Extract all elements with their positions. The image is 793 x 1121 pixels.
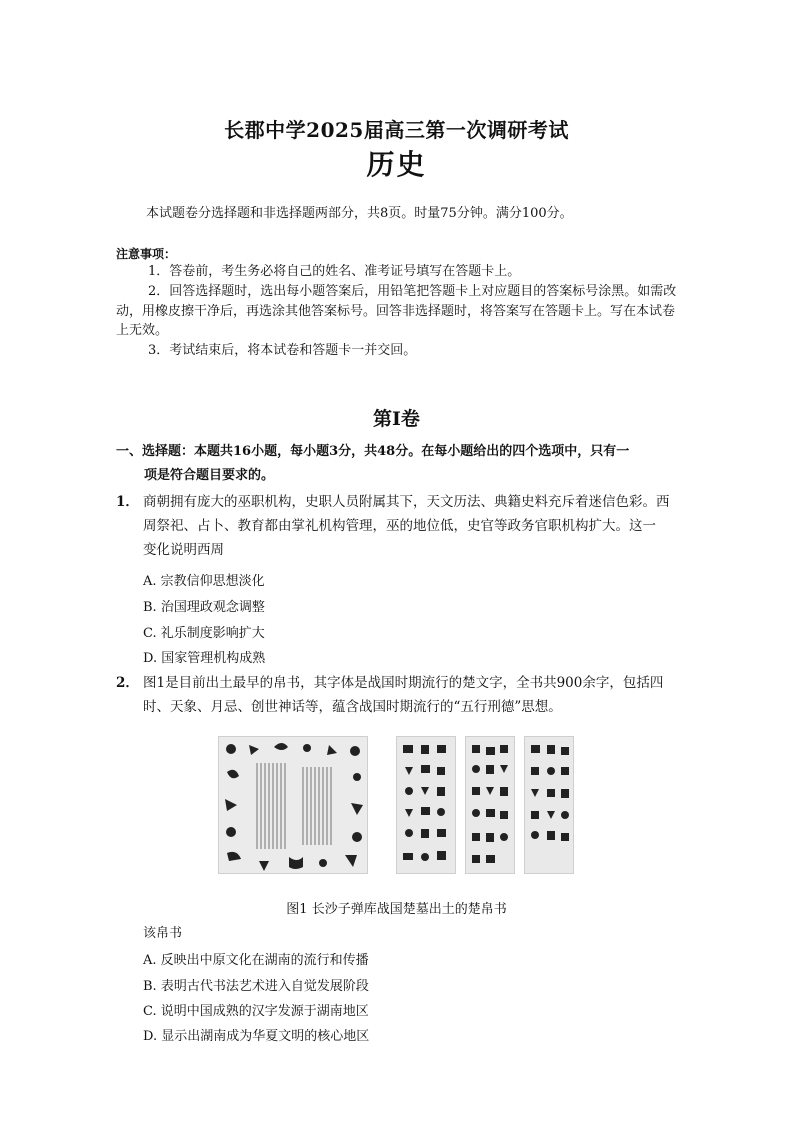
notice-heading: 注意事项：	[116, 247, 177, 261]
manuscript-detail-image	[465, 736, 515, 874]
part-heading-line: 一、选择题：本题共16小题，每小题3分，共48分。在每小题给出的四个选项中，只有一	[116, 444, 630, 459]
figure-caption: 图1 长沙子弹库战国楚墓出土的楚帛书	[286, 902, 507, 917]
question-stem: 时、天象、月忌、创世神话等，蕴含战国时期流行的“五行刑德”思想。	[143, 699, 562, 715]
q2-option-c: C. 说明中国成熟的汉字发源于湖南地区	[143, 1004, 369, 1019]
silk-manuscript-figure	[218, 736, 578, 876]
question-stem: 商朝拥有庞大的巫职机构，史职人员附属其下，天文历法、典籍史料充斥着迷信色彩。西	[143, 494, 670, 510]
notice-item-2	[116, 282, 684, 341]
part-heading-line: 项是符合题目要求的。	[144, 468, 275, 483]
exam-title: 长郡中学2025届高三第一次调研考试	[224, 118, 569, 142]
notice-item-3	[116, 341, 684, 361]
question-stem: 周祭祀、占卜、教育都由掌礼机构管理，巫的地位低，史官等政务官职机构扩大。这一	[143, 518, 656, 534]
q2-option-b: B. 表明古代书法艺术进入自觉发展阶段	[143, 979, 369, 994]
q1-option-b: B. 治国理政观念调整	[143, 600, 265, 615]
question-stem: 变化说明西周	[143, 542, 224, 558]
manuscript-detail-image	[524, 736, 574, 874]
q2-option-d: D. 显示出湖南成为华夏文明的核心地区	[143, 1029, 370, 1044]
notice-item-text: 3．考试结束后，将本试卷和答题卡一并交回。	[148, 343, 417, 358]
q1-option-a: A. 宗教信仰思想淡化	[143, 574, 265, 589]
subject-title: 历史	[366, 148, 427, 181]
question-stem: 图1是目前出土最早的帛书，其字体是战国时期流行的楚文字，全书共900余字，包括四	[143, 675, 664, 691]
intro-text: 本试题卷分选择题和非选择题两部分，共8页。时量75分钟。满分100分。	[146, 206, 573, 221]
question-number: 1．	[116, 494, 139, 510]
q2-option-a: A. 反映出中原文化在湖南的流行和传播	[143, 953, 369, 968]
section-title: 第I卷	[373, 408, 420, 430]
question-1	[116, 490, 686, 562]
part-heading	[116, 440, 688, 488]
notice-item-text: 1．答卷前，考生务必将自己的姓名、准考证号填写在答题卡上。	[148, 264, 521, 279]
q1-option-c: C. 礼乐制度影响扩大	[143, 626, 265, 641]
manuscript-detail-image	[396, 736, 456, 874]
notice-item-1	[116, 262, 684, 282]
question-2	[116, 671, 686, 719]
silk-manuscript-image	[218, 736, 368, 874]
question-number: 2．	[116, 675, 139, 691]
q1-option-d: D. 国家管理机构成熟	[143, 651, 266, 666]
question-lead: 该帛书	[143, 926, 183, 941]
notice-item-text: 2．回答选择题时，选出每小题答案后，用铅笔把答题卡上对应题目的答案标号涂黑。如需改动，用橡皮擦干净后，再选涂其他答案标号。回答非选择题时，将答案写在答题卡上。写在本试卷上无效。	[116, 284, 677, 338]
